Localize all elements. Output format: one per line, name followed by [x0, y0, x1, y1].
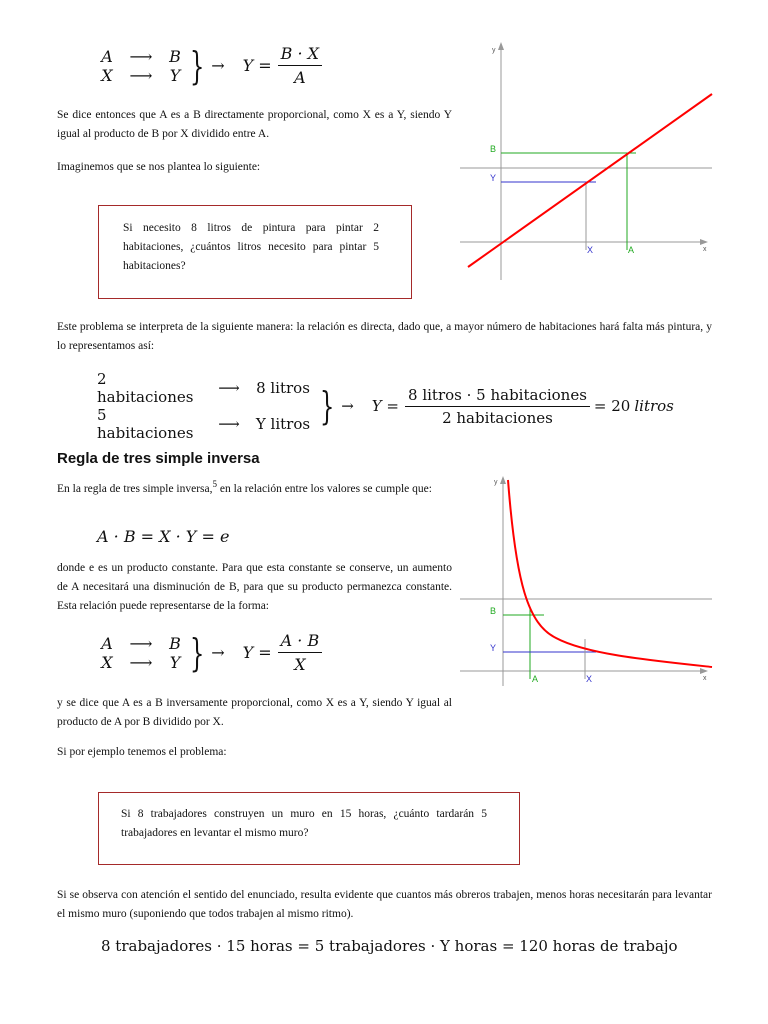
- formula-var: Y: [169, 65, 181, 85]
- problem-box-workers: [98, 792, 520, 865]
- arrow: ⟶: [129, 46, 153, 66]
- formula-var: B: [169, 633, 181, 653]
- direct-rule-formula: A ⟶ B X ⟶ Y } → Y = $\frac{B \cdot X}{A}$: [97, 44, 322, 87]
- formula-numerator: 8 litros · 5 habitaciones: [405, 386, 590, 407]
- y-axis-label: y: [492, 47, 496, 54]
- problem-text: Si necesito 8 litros de pintura para pintar 2 habitaciones, ¿cuántos litros necesito para pintar 5 habitaciones?: [123, 222, 379, 272]
- formula-var: X: [101, 652, 113, 672]
- constant-product-formula: A · B = X · Y = e: [97, 527, 230, 546]
- formula-term: Y litros: [255, 415, 311, 433]
- implies-arrow: →: [341, 397, 354, 415]
- paragraph-observation: Si se observa con atención el sentido del enunciado, resulta evidente que cuantos más obreros trabajen, menos horas necesitarán para levantar el mismo muro (suponiendo que todos trabajen al mismo ritmo).: [57, 889, 712, 920]
- b-label: B: [490, 144, 497, 154]
- b-label: B: [490, 606, 497, 616]
- formula-result-unit: litros: [634, 397, 674, 415]
- a-label: A: [532, 674, 539, 684]
- inverse-rule-formula: A ⟶ B X ⟶ Y } → Y = $\frac{A \cdot B}{X}$: [97, 631, 322, 674]
- x-label: X: [586, 674, 593, 684]
- direct-proportion-graph: [456, 40, 718, 280]
- formula-denominator: 2 habitaciones: [442, 408, 553, 427]
- formula-numerator: A · B: [278, 631, 323, 653]
- formula-lhs: Y =: [371, 397, 400, 415]
- formula-numerator: B · X: [278, 44, 322, 66]
- formula-var: B: [169, 46, 181, 66]
- arrow: ⟶: [218, 379, 240, 397]
- formula-term: 5 habitaciones: [97, 406, 194, 442]
- formula-denominator: A: [294, 68, 306, 87]
- y-axis-label: y: [494, 479, 498, 486]
- formula-term: 2 habitaciones: [97, 370, 194, 406]
- x-axis-label: x: [703, 246, 707, 253]
- footnote-ref[interactable]: 5: [212, 479, 218, 489]
- paragraph-inverse-definition: y se dice que A es a B inversamente proporcional, como X es a Y, siendo Y igual al producto de A por B dividido por X.: [57, 697, 452, 728]
- implies-arrow: →: [211, 643, 225, 662]
- paragraph-direct-definition: Se dice entonces que A es a B directamente proporcional, como X es a Y, siendo Y igual al producto de B por X dividido entre A.: [57, 109, 452, 140]
- formula-denominator: X: [294, 655, 306, 674]
- direct-line: [468, 94, 712, 267]
- problem-box-paint: [98, 205, 412, 299]
- formula-result: = 20: [593, 397, 631, 415]
- arrow: ⟶: [129, 633, 153, 653]
- inverse-intro-text: En la regla de tres simple inversa,: [57, 482, 213, 495]
- arrow: ⟶: [218, 415, 240, 433]
- paint-formula: 2 habitaciones ⟶ 8 litros 5 habitaciones ⟶ Y litros } → Y = $\frac{\text{8 litros · 5 habitaciones}}{\text{2 habitaciones}}$ = 20 litros: [97, 370, 674, 442]
- formula-var: X: [101, 65, 113, 85]
- formula-var: Y: [169, 652, 181, 672]
- formula-var: A: [101, 633, 113, 653]
- inverse-proportion-graph: [456, 474, 718, 690]
- implies-arrow: →: [211, 56, 225, 75]
- y-axis-arrow: [500, 476, 506, 484]
- inverse-curve: [508, 480, 712, 667]
- paragraph-constant: donde e es un producto constante. Para que esta constante se conserve, un aumento de A necesitará una disminución de B, para que su producto permanezca constante. Esta relación puede representarse de la forma:: [57, 562, 452, 612]
- x-axis-label: x: [703, 675, 707, 682]
- paragraph-intro: Imaginemos que se nos plantea lo siguiente:: [57, 161, 261, 173]
- y-axis-arrow: [498, 42, 504, 50]
- y-label: Y: [490, 173, 497, 183]
- arrow: ⟶: [129, 652, 153, 672]
- section-heading: Regla de tres simple inversa: [57, 450, 260, 467]
- x-axis-arrow: [700, 668, 708, 674]
- problem-text: Si 8 trabajadores construyen un muro en 15 horas, ¿cuánto tardarán 5 trabajadores en levantar el mismo muro?: [121, 808, 487, 839]
- paragraph-inverse-intro: [57, 475, 452, 499]
- formula-var: A: [101, 46, 113, 66]
- formula-term: 8 litros: [256, 379, 310, 397]
- arrow: ⟶: [129, 65, 153, 85]
- formula-lhs: Y =: [242, 643, 272, 662]
- work-hours-formula: 8 trabajadores · 15 horas = 5 trabajadores · Y horas = 120 horas de trabajo: [101, 937, 678, 955]
- paragraph-example-intro: Si por ejemplo tenemos el problema:: [57, 746, 227, 758]
- x-label: X: [587, 245, 594, 255]
- inverse-intro-text-cont: en la relación entre los valores se cumple que:: [217, 482, 432, 495]
- a-label: A: [628, 245, 635, 255]
- formula-lhs: Y =: [242, 56, 272, 75]
- y-label: Y: [490, 643, 497, 653]
- x-axis-arrow: [700, 239, 708, 245]
- paragraph-interpretation: Este problema se interpreta de la siguiente manera: la relación es directa, dado que, a mayor número de habitaciones hará falta más pintura, y lo representamos así:: [57, 321, 712, 352]
